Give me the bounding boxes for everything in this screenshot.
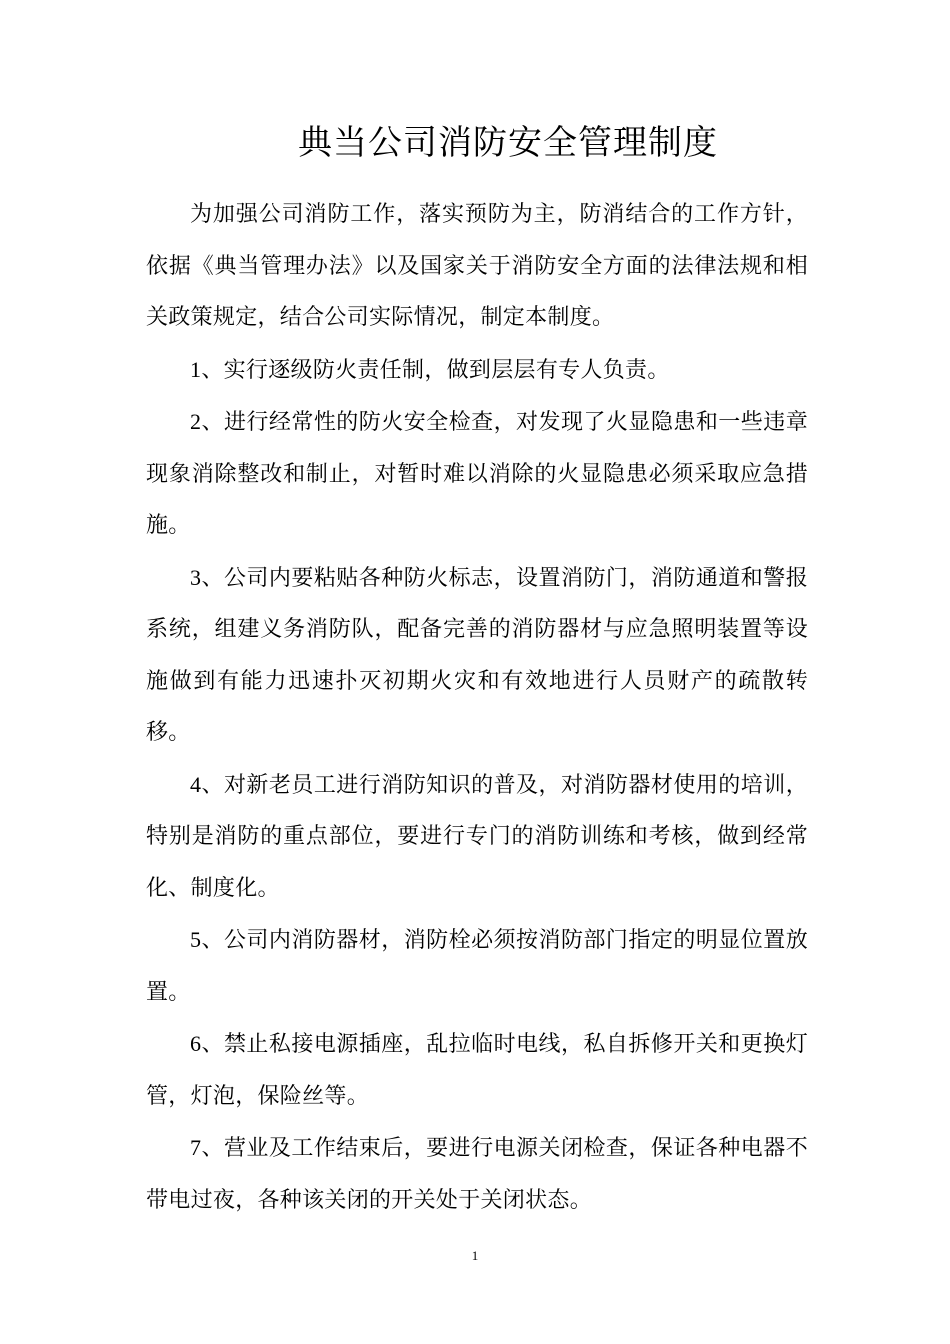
- rule-number: 5: [190, 927, 202, 952]
- rule-item-3: [146, 552, 808, 759]
- rule-text: 、实行逐级防火责任制，做到层层有专人负责。: [201, 357, 670, 383]
- rule-item-6: [146, 1018, 808, 1122]
- rule-text: 、公司内消防器材，消防栓必须按消防部门指定的明显位置放置。: [146, 928, 808, 1005]
- rule-text: 、营业及工作结束后，要进行电源关闭检查，保证各种电器不带电过夜，各种该关闭的开关处于关闭状态。: [146, 1136, 808, 1213]
- rule-item-2: [146, 396, 808, 552]
- document-body: [146, 189, 808, 1226]
- document-title: 典当公司消防安全管理制度: [298, 123, 718, 163]
- rule-item-5: [146, 914, 808, 1018]
- rule-number: 2: [190, 409, 202, 434]
- rule-item-1: [146, 344, 808, 397]
- rule-text: 、公司内要粘贴各种防火标志，设置消防门，消防通道和警报系统，组建义务消防队，配备完善的消防器材与应急照明装置等设施做到有能力迅速扑灭初期火灾和有效地进行人员财产的疏散转移。: [146, 565, 808, 745]
- page-number: 1: [471, 1248, 479, 1263]
- rule-item-7: [146, 1122, 808, 1226]
- rule-number: 7: [190, 1135, 202, 1160]
- rule-text: 、进行经常性的防火安全检查，对发现了火显隐患和一些违章现象消除整改和制止，对暂时难以消除的火显隐患必须采取应急措施。: [146, 410, 808, 538]
- rule-item-4: [146, 759, 808, 915]
- intro-paragraph: 为加强公司消防工作，落实预防为主，防消结合的工作方针，依据《典当管理办法》以及国家关于消防安全方面的法律法规和相关政策规定，结合公司实际情况，制定本制度。: [146, 202, 808, 330]
- rule-number: 1: [190, 356, 202, 382]
- rule-number: 4: [190, 771, 202, 797]
- rule-number: 6: [190, 1031, 202, 1056]
- rule-text: 、对新老员工进行消防知识的普及，对消防器材使用的培训，特别是消防的重点部位，要进行专门的消防训练和考核，做到经常化、制度化。: [146, 772, 808, 901]
- rule-number: 3: [190, 564, 202, 590]
- rule-text: 、禁止私接电源插座，乱拉临时电线，私自拆修开关和更换灯管，灯泡，保险丝等。: [146, 1032, 808, 1109]
